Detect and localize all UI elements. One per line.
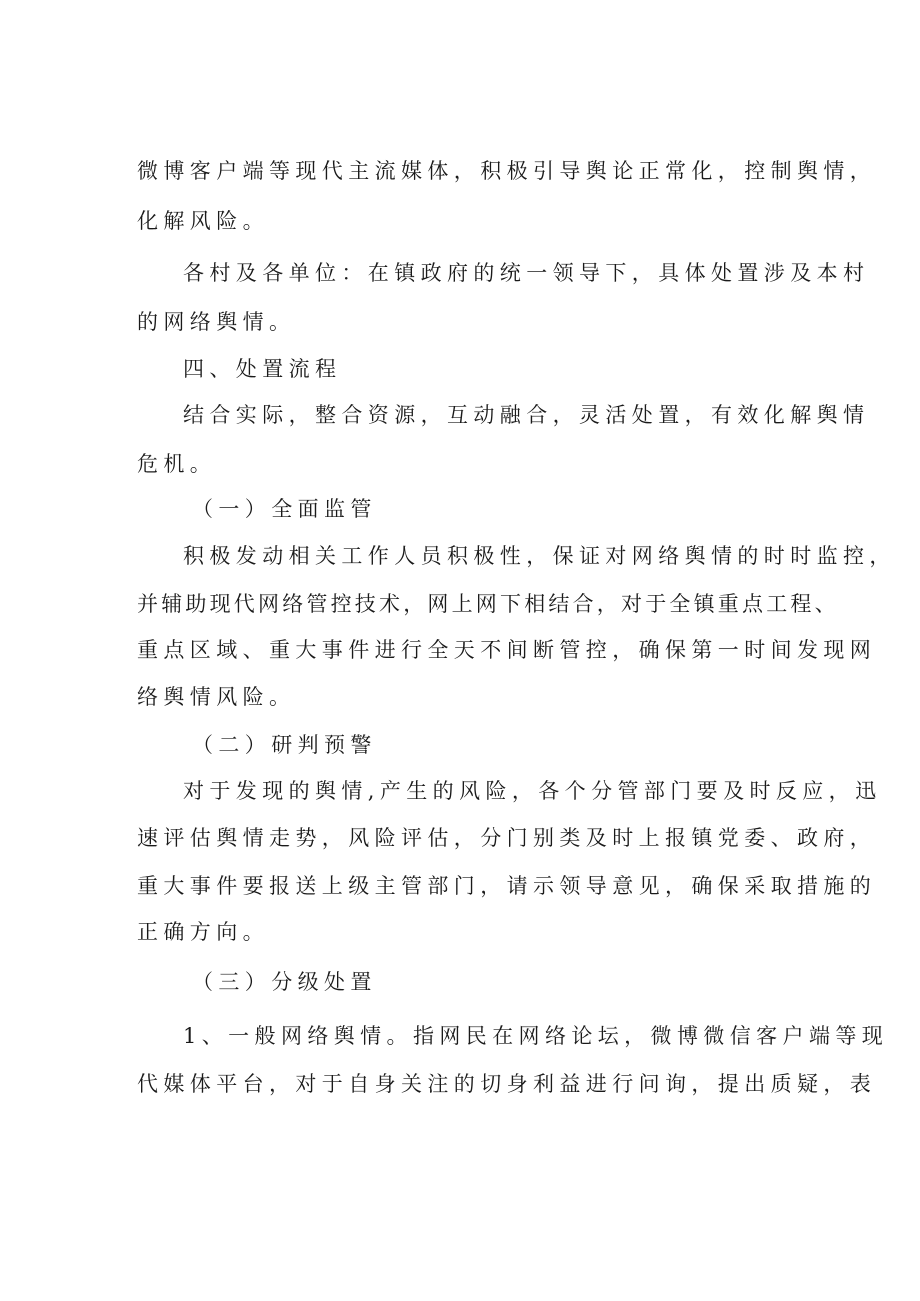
subsection-heading-3: （三）分级处置 bbox=[192, 970, 377, 994]
paragraph-line-12: 络舆情风险。 bbox=[137, 685, 296, 709]
paragraph-line-1: 微博客户端等现代主流媒体，积极引导舆论正常化，控制舆情， bbox=[137, 159, 877, 183]
paragraph-line-6: 结合实际，整合资源，互动融合，灵活处置，有效化解舆情 bbox=[183, 403, 870, 427]
paragraph-line-2: 化解风险。 bbox=[137, 209, 269, 233]
subsection-heading-2: （二）研判预警 bbox=[192, 733, 377, 757]
paragraph-line-3: 各村及各单位：在镇政府的统一领导下，具体处置涉及本村 bbox=[183, 261, 870, 285]
paragraph-line-19: 1、一般网络舆情。指网民在网络论坛，微博微信客户端等现 bbox=[183, 1024, 889, 1048]
paragraph-line-4: 的网络舆情。 bbox=[137, 310, 296, 334]
paragraph-line-10: 并辅助现代网络管控技术，网上网下相结合，对于全镇重点工程、 bbox=[137, 592, 839, 616]
subsection-heading-1: （一）全面监管 bbox=[192, 497, 377, 521]
paragraph-line-17: 正确方向。 bbox=[137, 920, 269, 944]
paragraph-line-15: 速评估舆情走势，风险评估，分门别类及时上报镇党委、政府， bbox=[137, 826, 877, 850]
paragraph-line-11: 重点区域、重大事件进行全天不间断管控，确保第一时间发现网 bbox=[137, 638, 877, 662]
paragraph-line-7: 危机。 bbox=[137, 452, 217, 476]
section-heading-4: 四、处置流程 bbox=[183, 357, 342, 381]
paragraph-line-9: 积极发动相关工作人员积极性，保证对网络舆情的时时监控， bbox=[183, 544, 896, 568]
paragraph-line-20: 代媒体平台，对于自身关注的切身利益进行问询，提出质疑，表 bbox=[137, 1072, 877, 1096]
paragraph-line-14: 对于发现的舆情,产生的风险，各个分管部门要及时反应，迅 bbox=[183, 779, 882, 803]
paragraph-line-16: 重大事件要报送上级主管部门，请示领导意见，确保采取措施的 bbox=[137, 874, 877, 898]
